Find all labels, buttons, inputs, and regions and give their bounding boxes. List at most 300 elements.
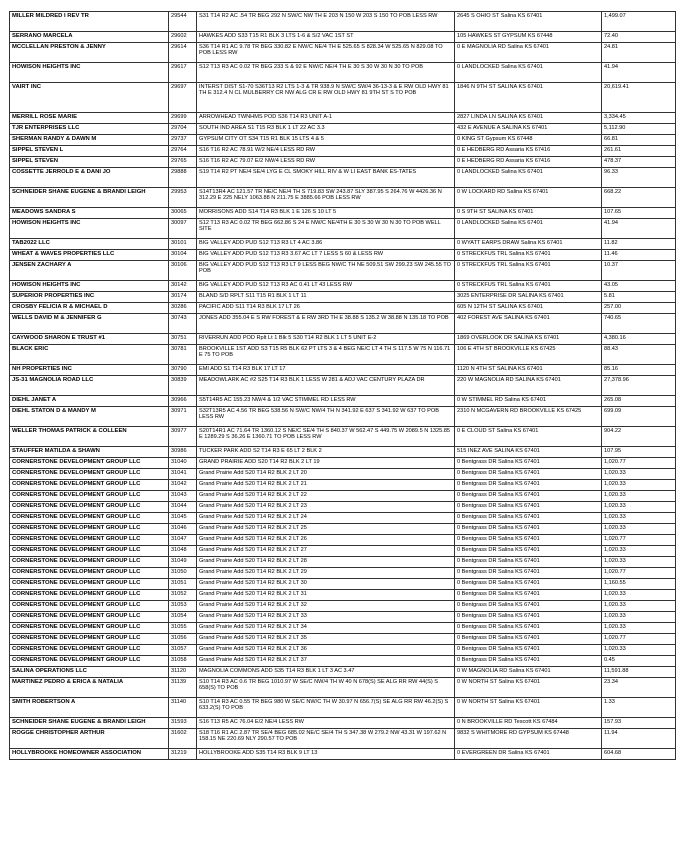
cell-address: 0 E HEDBERG RD Assaria KS 67416 [455, 157, 602, 168]
cell-id: 30966 [169, 396, 197, 407]
cell-owner: CORNERSTONE DEVELOPMENT GROUP LLC [10, 612, 169, 623]
cell-address: 0 WYATT EARPS DRAW Salina KS 67401 [455, 239, 602, 250]
cell-amount: 1,020.33 [602, 623, 676, 634]
cell-owner: CROSBY FELICIA R & MICHAEL D [10, 303, 169, 314]
table-row [10, 63, 676, 83]
cell-address: 0 E HEDBERG RD Assaria KS 67416 [455, 146, 602, 157]
cell-owner: HOWISON HEIGHTS INC [10, 63, 169, 83]
cell-address: 0 LANDLOCKED Salina KS 67401 [455, 63, 602, 83]
cell-legal: MAGNOLIA COMMONS ADD S35 T14 R3 BLK 1 LT 3 AC 3.47 [197, 667, 455, 678]
table-row [10, 407, 676, 427]
cell-address: 402 FOREST AVE SALINA KS 67401 [455, 314, 602, 334]
cell-legal: BIG VALLEY ADD PUD S12 T13 R3 LT 9 LESS BEG NW/C TH NE 509.51 SW 299.23 SW 245.55 TO POB [197, 261, 455, 281]
cell-legal: S32T13R5 AC 4.56 TR BEG 538.56 N SW/C NW/4 TH N 341.92 E 637 S 341.92 W 637 TO POB LESS RW [197, 407, 455, 427]
table-row [10, 281, 676, 292]
cell-id: 30977 [169, 427, 197, 447]
table-row [10, 261, 676, 281]
cell-owner: TAB2022 LLC [10, 239, 169, 250]
table-row [10, 146, 676, 157]
table-row [10, 698, 676, 718]
table-row [10, 250, 676, 261]
cell-address: 0 Bentgrass DR Salina KS 67401 [455, 458, 602, 469]
cell-address: 220 W MAGNOLIA RD SALINA KS 67401 [455, 376, 602, 396]
cell-amount: 41.94 [602, 219, 676, 239]
cell-amount: 1.33 [602, 698, 676, 718]
cell-legal: Grand Prairie Add S20 T14 R2 BLK 2 LT 27 [197, 546, 455, 557]
cell-address: 0 W NORTH ST Salina KS 67401 [455, 698, 602, 718]
cell-owner: CORNERSTONE DEVELOPMENT GROUP LLC [10, 502, 169, 513]
cell-id: 29953 [169, 188, 197, 208]
cell-owner: CORNERSTONE DEVELOPMENT GROUP LLC [10, 656, 169, 667]
cell-amount: 904.22 [602, 427, 676, 447]
cell-id: 31048 [169, 546, 197, 557]
table-row [10, 219, 676, 239]
cell-legal: GRAND PRAIRIE ADD S20 T14 R2 BLK 2 LT 19 [197, 458, 455, 469]
cell-legal: Grand Prairie Add S20 T14 R2 BLK 2 LT 36 [197, 645, 455, 656]
cell-address: 0 LANDLOCKED Salina KS 67401 [455, 219, 602, 239]
cell-legal: RIVERRUN ADD POD Rplt Lt 1 Blk 5 S30 T14 R2 BLK 1 LT 5 UNIT E-2 [197, 334, 455, 345]
cell-address: 0 KING ST Gypsum KS 67448 [455, 135, 602, 146]
cell-id: 31046 [169, 524, 197, 535]
table-row [10, 124, 676, 135]
cell-owner: CORNERSTONE DEVELOPMENT GROUP LLC [10, 579, 169, 590]
cell-legal: JONES ADD 355.04 E S RW FOREST & E RW 3RD TH E 38.88 S 135.2 W 38.88 N 135.18 TO POB [197, 314, 455, 334]
cell-owner: VAIRT INC [10, 83, 169, 113]
cell-owner: SIPPEL STEVEN [10, 157, 169, 168]
cell-owner: WELLS DAVID M & JENNIFER G [10, 314, 169, 334]
cell-legal: S5T14R5 AC 155.23 NW/4 & 1/2 VAC STIMMEL RD LESS RW [197, 396, 455, 407]
table-row [10, 32, 676, 43]
cell-address: 0 W STIMMEL RD Salina KS 67401 [455, 396, 602, 407]
cell-id: 31057 [169, 645, 197, 656]
cell-owner: CORNERSTONE DEVELOPMENT GROUP LLC [10, 568, 169, 579]
cell-owner: CORNERSTONE DEVELOPMENT GROUP LLC [10, 623, 169, 634]
cell-id: 29697 [169, 83, 197, 113]
cell-owner: JENSEN ZACHARY A [10, 261, 169, 281]
cell-owner: CORNERSTONE DEVELOPMENT GROUP LLC [10, 491, 169, 502]
cell-address: 0 Bentgrass DR Salina KS 67401 [455, 480, 602, 491]
table-row [10, 447, 676, 458]
cell-id: 30174 [169, 292, 197, 303]
cell-legal: BIG VALLEY ADD PUD S12 T13 R3 AC 0.41 LT 43 LESS RW [197, 281, 455, 292]
cell-amount: 3,334.45 [602, 113, 676, 124]
cell-amount: 1,020.33 [602, 557, 676, 568]
cell-legal: INTERST DIST S1-70 S36T13 R2 LTS 1-3 & TR 938.9 N SW/C SW/4 36-13-3 & E RW OLD HWY 81 TH E 312.4 N CL MULBERRY CR NW ALG CR E RW OLD HWY 81 9TH ST S TO POB [197, 83, 455, 113]
cell-amount: 1,020.33 [602, 590, 676, 601]
cell-amount: 85.16 [602, 365, 676, 376]
cell-amount: 604.68 [602, 749, 676, 760]
cell-address: 0 W LOCKARD RD Salina KS 67401 [455, 188, 602, 208]
cell-owner: CORNERSTONE DEVELOPMENT GROUP LLC [10, 645, 169, 656]
cell-amount: 668.22 [602, 188, 676, 208]
cell-legal: Grand Prairie Add S20 T14 R2 BLK 2 LT 28 [197, 557, 455, 568]
cell-address: 0 Bentgrass DR Salina KS 67401 [455, 645, 602, 656]
table-row [10, 314, 676, 334]
cell-legal: Grand Prairie Add S20 T14 R2 BLK 2 LT 26 [197, 535, 455, 546]
cell-id: 30743 [169, 314, 197, 334]
cell-amount: 88.43 [602, 345, 676, 365]
cell-id: 31050 [169, 568, 197, 579]
cell-owner: DIEHL STATON D & MANDY M [10, 407, 169, 427]
cell-legal: BLAND S/D RPLT S11 T15 R1 BLK 1 LT 11 [197, 292, 455, 303]
cell-amount: 1,020.33 [602, 612, 676, 623]
cell-amount: 1,020.33 [602, 601, 676, 612]
table-body [10, 12, 676, 760]
table-row [10, 678, 676, 698]
cell-owner: SCHNEIDER SHANE EUGENE & BRANDI LEIGH [10, 718, 169, 729]
cell-address: 515 INEZ AVE SALINA KS 67401 [455, 447, 602, 458]
cell-id: 29699 [169, 113, 197, 124]
cell-owner: JS-31 MAGNOLIA ROAD LLC [10, 376, 169, 396]
cell-owner: MERRILL ROSE MARIE [10, 113, 169, 124]
cell-address: 0 E MAGNOLIA RD Salina KS 67401 [455, 43, 602, 63]
cell-amount: 24.81 [602, 43, 676, 63]
cell-owner: CORNERSTONE DEVELOPMENT GROUP LLC [10, 513, 169, 524]
cell-id: 30971 [169, 407, 197, 427]
cell-amount: 10.37 [602, 261, 676, 281]
cell-id: 31051 [169, 579, 197, 590]
cell-id: 30286 [169, 303, 197, 314]
cell-legal: S14T13R4 AC 121.57 TR NE/C NE/4 TH S 719.83 SW 243.87 SLY 387.95 S 264.76 W 4426.36 N 312.29 E 225 NELY 1063.88 N 211.75 E 3885.66 POB LESS RW [197, 188, 455, 208]
cell-address: 0 Bentgrass DR Salina KS 67401 [455, 579, 602, 590]
table-row [10, 729, 676, 749]
cell-legal: S12 T13 R3 AC 0.02 TR BEG 233 S & 92 E NW/C NE/4 TH E 30 S 30 W 30 N 30 TO POB [197, 63, 455, 83]
cell-address: 0 Bentgrass DR Salina KS 67401 [455, 612, 602, 623]
cell-amount: 478.37 [602, 157, 676, 168]
table-row [10, 590, 676, 601]
cell-id: 30104 [169, 250, 197, 261]
table-row [10, 502, 676, 513]
cell-amount: 41.94 [602, 63, 676, 83]
cell-id: 29704 [169, 124, 197, 135]
cell-legal: BIG VALLEY ADD PUD S12 T13 R3 LT 4 AC 3.86 [197, 239, 455, 250]
cell-owner: BLACK ERIC [10, 345, 169, 365]
cell-owner: MEADOWS SANDRA S [10, 208, 169, 219]
table-row [10, 491, 676, 502]
cell-owner: SHERMAN RANDY & DAWN M [10, 135, 169, 146]
cell-id: 31054 [169, 612, 197, 623]
cell-id: 31055 [169, 623, 197, 634]
cell-id: 31041 [169, 469, 197, 480]
cell-id: 30790 [169, 365, 197, 376]
cell-id: 31053 [169, 601, 197, 612]
cell-legal: BROOKVILLE 1ST ADD S3 T15 R5 BLK 62 PT LTS 3 & 4 BEG NE/C LT 4 TH S 117.5 W 75 N 116.71 E 75 TO POB [197, 345, 455, 365]
cell-amount: 1,020.33 [602, 480, 676, 491]
cell-address: 432 E AVENUE A SALINA KS 67401 [455, 124, 602, 135]
table-row [10, 480, 676, 491]
cell-address: 0 W NORTH ST Salina KS 67401 [455, 678, 602, 698]
cell-amount: 43.05 [602, 281, 676, 292]
cell-legal: S19 T14 R2 PT NE/4 SE/4 LYG E CL SMOKY HILL RIV & W LI EAST BANK ES-TATES [197, 168, 455, 188]
cell-address: 3025 ENTERPRISE DR SALINA KS 67401 [455, 292, 602, 303]
table-row [10, 634, 676, 645]
cell-owner: CORNERSTONE DEVELOPMENT GROUP LLC [10, 557, 169, 568]
cell-legal: Grand Prairie Add S20 T14 R2 BLK 2 LT 30 [197, 579, 455, 590]
cell-owner: COSSETTE JERROLD E & DANI JO [10, 168, 169, 188]
cell-legal: ARROWHEAD TWNHMS POD S36 T14 R3 UNIT A-1 [197, 113, 455, 124]
cell-owner: SMITH ROBERTSON A [10, 698, 169, 718]
cell-owner: SERRANO MARCELA [10, 32, 169, 43]
cell-owner: CORNERSTONE DEVELOPMENT GROUP LLC [10, 469, 169, 480]
cell-amount: 257.00 [602, 303, 676, 314]
cell-amount: 1,020.77 [602, 535, 676, 546]
table-row [10, 667, 676, 678]
table-row [10, 43, 676, 63]
cell-id: 29888 [169, 168, 197, 188]
cell-owner: CORNERSTONE DEVELOPMENT GROUP LLC [10, 524, 169, 535]
table-row [10, 524, 676, 535]
cell-amount: 5.81 [602, 292, 676, 303]
cell-owner: ROGGE CHRISTOPHER ARTHUR [10, 729, 169, 749]
cell-address: 0 EVERGREEN DR Salina KS 67401 [455, 749, 602, 760]
cell-owner: CORNERSTONE DEVELOPMENT GROUP LLC [10, 546, 169, 557]
table-row [10, 303, 676, 314]
table-row [10, 458, 676, 469]
table-row [10, 365, 676, 376]
cell-address: 0 Bentgrass DR Salina KS 67401 [455, 469, 602, 480]
cell-id: 31058 [169, 656, 197, 667]
cell-address: 0 Bentgrass DR Salina KS 67401 [455, 491, 602, 502]
table-row [10, 579, 676, 590]
cell-id: 30751 [169, 334, 197, 345]
table-row [10, 557, 676, 568]
cell-owner: HOLLYBROOKE HOMEOWNER ASSOCIATION [10, 749, 169, 760]
cell-amount: 72.40 [602, 32, 676, 43]
cell-id: 29765 [169, 157, 197, 168]
cell-legal: GYPSUM CITY OT S34 T15 R1 BLK 15 LTS 4 & 5 [197, 135, 455, 146]
cell-legal: S12 T13 R3 AC 0.02 TR BEG 662.86 S 24 E NW/C NE/4TH E 30 S 30 W 30 N 30 TO POB WELL SITE [197, 219, 455, 239]
cell-owner: CORNERSTONE DEVELOPMENT GROUP LLC [10, 590, 169, 601]
cell-owner: WHEAT & WAVES PROPERTIES LLC [10, 250, 169, 261]
cell-legal: Grand Prairie Add S20 T14 R2 BLK 2 LT 37 [197, 656, 455, 667]
cell-amount: 11,591.88 [602, 667, 676, 678]
cell-id: 29737 [169, 135, 197, 146]
cell-owner: DIEHL JANET A [10, 396, 169, 407]
cell-amount: 157.93 [602, 718, 676, 729]
cell-id: 31049 [169, 557, 197, 568]
cell-owner: HOWISON HEIGHTS INC [10, 219, 169, 239]
cell-address: 0 Bentgrass DR Salina KS 67401 [455, 502, 602, 513]
cell-legal: Grand Prairie Add S20 T14 R2 BLK 2 LT 22 [197, 491, 455, 502]
cell-id: 31042 [169, 480, 197, 491]
cell-owner: CORNERSTONE DEVELOPMENT GROUP LLC [10, 535, 169, 546]
cell-address: 0 Bentgrass DR Salina KS 67401 [455, 535, 602, 546]
table-row [10, 469, 676, 480]
table-row [10, 568, 676, 579]
cell-owner: WELLER THOMAS PATRICK & COLLEEN [10, 427, 169, 447]
table-row [10, 12, 676, 32]
cell-id: 30781 [169, 345, 197, 365]
cell-amount: 11.46 [602, 250, 676, 261]
cell-address: 0 Bentgrass DR Salina KS 67401 [455, 557, 602, 568]
table-row [10, 645, 676, 656]
cell-amount: 261.61 [602, 146, 676, 157]
cell-legal: Grand Prairie Add S20 T14 R2 BLK 2 LT 31 [197, 590, 455, 601]
cell-owner: SUPERIOR PROPERTIES INC [10, 292, 169, 303]
cell-legal: S16 T16 R2 AC 79.07 E/2 NW/4 LESS RD RW [197, 157, 455, 168]
cell-address: 605 N 12TH ST SALINA KS 67401 [455, 303, 602, 314]
cell-owner: CORNERSTONE DEVELOPMENT GROUP LLC [10, 480, 169, 491]
table-row [10, 83, 676, 113]
cell-legal: S10 T14 R3 AC 0.55 TR BEG 980 W SE/C NW/C TH W 30.97 N 656.7(S) SE ALG RR RW 46.2(S) S 633.2(S) TO POB [197, 698, 455, 718]
cell-id: 29764 [169, 146, 197, 157]
cell-owner: MCCLELLAN PRESTON & JENNY [10, 43, 169, 63]
cell-id: 29544 [169, 12, 197, 32]
cell-owner: MARTINEZ PEDRO & ERICA & NATALIA [10, 678, 169, 698]
cell-address: 0 Bentgrass DR Salina KS 67401 [455, 546, 602, 557]
cell-address: 0 Bentgrass DR Salina KS 67401 [455, 601, 602, 612]
table-row [10, 718, 676, 729]
table-row [10, 135, 676, 146]
cell-address: 0 STRECKFUS TRL Salina KS 67401 [455, 261, 602, 281]
table-row [10, 601, 676, 612]
cell-legal: S16 T16 R2 AC 78.91 W/2 NE/4 LESS RD RW [197, 146, 455, 157]
delinquent-tax-table [9, 11, 676, 760]
table-row [10, 427, 676, 447]
cell-legal: Grand Prairie Add S20 T14 R2 BLK 2 LT 29 [197, 568, 455, 579]
cell-id: 30065 [169, 208, 197, 219]
cell-address: 0 E CLOUD ST Salina KS 67401 [455, 427, 602, 447]
cell-legal: PACIFIC ADD S11 T14 R3 BLK 17 LT 26 [197, 303, 455, 314]
cell-amount: 96.33 [602, 168, 676, 188]
cell-legal: SOUTH IND AREA S1 T15 R3 BLK 1 LT 22 AC 3.3 [197, 124, 455, 135]
cell-id: 29614 [169, 43, 197, 63]
cell-amount: 1,160.55 [602, 579, 676, 590]
table-row [10, 334, 676, 345]
cell-amount: 1,020.33 [602, 524, 676, 535]
cell-amount: 1,020.77 [602, 568, 676, 579]
cell-address: 0 Bentgrass DR Salina KS 67401 [455, 524, 602, 535]
cell-legal: HAWKES ADD S33 T15 R1 BLK 3 LTS 1-6 & S/2 VAC 1ST ST [197, 32, 455, 43]
cell-amount: 20,619.41 [602, 83, 676, 113]
cell-id: 31219 [169, 749, 197, 760]
cell-owner: TJR ENTERPRISES LLC [10, 124, 169, 135]
cell-id: 30142 [169, 281, 197, 292]
cell-amount: 1,020.77 [602, 458, 676, 469]
cell-amount: 11.94 [602, 729, 676, 749]
cell-id: 31139 [169, 678, 197, 698]
cell-address: 0 Bentgrass DR Salina KS 67401 [455, 634, 602, 645]
cell-id: 31043 [169, 491, 197, 502]
cell-id: 31056 [169, 634, 197, 645]
cell-owner: CORNERSTONE DEVELOPMENT GROUP LLC [10, 458, 169, 469]
cell-legal: HOLLYBROOKE ADD S35 T14 R3 BLK 9 LT 13 [197, 749, 455, 760]
table-row [10, 292, 676, 303]
cell-id: 31052 [169, 590, 197, 601]
cell-address: 0 Bentgrass DR Salina KS 67401 [455, 568, 602, 579]
cell-id: 31602 [169, 729, 197, 749]
cell-owner: HOWISON HEIGHTS INC [10, 281, 169, 292]
cell-amount: 1,020.33 [602, 469, 676, 480]
table-row [10, 345, 676, 365]
cell-legal: Grand Prairie Add S20 T14 R2 BLK 2 LT 20 [197, 469, 455, 480]
cell-amount: 107.95 [602, 447, 676, 458]
cell-amount: 66.81 [602, 135, 676, 146]
table-row [10, 157, 676, 168]
cell-address: 105 HAWKES ST GYPSUM KS 67448 [455, 32, 602, 43]
cell-legal: S10 T14 R3 AC 0.6 TR BEG 1010.97 W SE/C NW/4 TH W 40 N 678(S) SE ALG RR RW 44(S) S 658(S) TO POB [197, 678, 455, 698]
cell-id: 31044 [169, 502, 197, 513]
table-row [10, 513, 676, 524]
cell-address: 2310 N MCGAVERN RD BROOKVILLE KS 67425 [455, 407, 602, 427]
cell-amount: 1,020.33 [602, 491, 676, 502]
cell-address: 2645 S OHIO ST Salina KS 67401 [455, 12, 602, 32]
cell-amount: 107.65 [602, 208, 676, 219]
cell-id: 31040 [169, 458, 197, 469]
cell-amount: 1,020.33 [602, 546, 676, 557]
cell-id: 30839 [169, 376, 197, 396]
cell-legal: TUCKER PARK ADD S2 T14 R3 E 65 LT 2 BLK 2 [197, 447, 455, 458]
cell-owner: STAUFFER MATILDA & SHAWN [10, 447, 169, 458]
cell-amount: 699.09 [602, 407, 676, 427]
cell-address: 0 Bentgrass DR Salina KS 67401 [455, 623, 602, 634]
cell-amount: 5,112.90 [602, 124, 676, 135]
cell-id: 29602 [169, 32, 197, 43]
table-row [10, 623, 676, 634]
cell-amount: 1,499.07 [602, 12, 676, 32]
cell-legal: MEADOWLARK AC #2 S25 T14 R3 BLK 1 LESS W 281 & ADJ VAC CENTURY PLAZA DR [197, 376, 455, 396]
table-row [10, 188, 676, 208]
cell-address: 0 N BROOKVILLE RD Tescott KS 67484 [455, 718, 602, 729]
cell-address: 2827 LINDA LN SALINA KS 67401 [455, 113, 602, 124]
cell-legal: Grand Prairie Add S20 T14 R2 BLK 2 LT 34 [197, 623, 455, 634]
cell-legal: S18 T16 R1 AC 2.87 TR SE/4 BEG 685.02 NE/C SE/4 TH S 347.38 W 279.2 NW 43.31 W 197.62 N 158.15 NE 220.69 NLY 290.57 TO POB [197, 729, 455, 749]
cell-amount: 0.45 [602, 656, 676, 667]
cell-address: 0 Bentgrass DR Salina KS 67401 [455, 656, 602, 667]
table-row [10, 546, 676, 557]
table-row [10, 376, 676, 396]
cell-address: 9832 S WHITMORE RD GYPSUM KS 67448 [455, 729, 602, 749]
cell-amount: 23.34 [602, 678, 676, 698]
cell-id: 30101 [169, 239, 197, 250]
table-row [10, 208, 676, 219]
cell-owner: SCHNEIDER SHANE EUGENE & BRANDI LEIGH [10, 188, 169, 208]
cell-owner: NH PROPERTIES INC [10, 365, 169, 376]
cell-legal: Grand Prairie Add S20 T14 R2 BLK 2 LT 35 [197, 634, 455, 645]
cell-owner: CORNERSTONE DEVELOPMENT GROUP LLC [10, 634, 169, 645]
cell-id: 30986 [169, 447, 197, 458]
cell-address: 106 E 4TH ST BROOKVILLE KS 67425 [455, 345, 602, 365]
cell-legal: Grand Prairie Add S20 T14 R2 BLK 2 LT 24 [197, 513, 455, 524]
table-row [10, 535, 676, 546]
table-row [10, 749, 676, 760]
cell-amount: 4,380.16 [602, 334, 676, 345]
cell-amount: 27,378.96 [602, 376, 676, 396]
cell-legal: S36 T14 R1 AC 9.78 TR BEG 330.82 E NW/C NE/4 TH E 525.65 S 828.34 W 525.65 N 829.08 TO POB LESS RW [197, 43, 455, 63]
cell-amount: 740.65 [602, 314, 676, 334]
table-row [10, 239, 676, 250]
table-row [10, 168, 676, 188]
cell-id: 31593 [169, 718, 197, 729]
cell-address: 0 LANDLOCKED Salina KS 67401 [455, 168, 602, 188]
cell-legal: S16 T13 R5 AC 76.04 E/2 NE/4 LESS RW [197, 718, 455, 729]
cell-legal: BIG VALLEY ADD PUD S12 T13 R3 3.67 AC LT 7 LESS S 60 & LESS RW [197, 250, 455, 261]
cell-legal: Grand Prairie Add S20 T14 R2 BLK 2 LT 25 [197, 524, 455, 535]
cell-legal: EMI ADD S1 T14 R3 BLK 17 LT 17 [197, 365, 455, 376]
cell-address: 0 W MAGNOLIA RD Salina KS 67401 [455, 667, 602, 678]
cell-address: 0 S 9TH ST SALINA KS 67401 [455, 208, 602, 219]
cell-amount: 265.08 [602, 396, 676, 407]
cell-amount: 1,020.77 [602, 634, 676, 645]
cell-address: 0 Bentgrass DR Salina KS 67401 [455, 513, 602, 524]
cell-legal: Grand Prairie Add S20 T14 R2 BLK 2 LT 32 [197, 601, 455, 612]
cell-id: 31140 [169, 698, 197, 718]
cell-legal: Grand Prairie Add S20 T14 R2 BLK 2 LT 23 [197, 502, 455, 513]
cell-amount: 1,020.33 [602, 645, 676, 656]
cell-legal: Grand Prairie Add S20 T14 R2 BLK 2 LT 33 [197, 612, 455, 623]
cell-address: 1120 N 4TH ST SALINA KS 67401 [455, 365, 602, 376]
cell-address: 1869 OVERLOOK DR SALINA KS 67401 [455, 334, 602, 345]
